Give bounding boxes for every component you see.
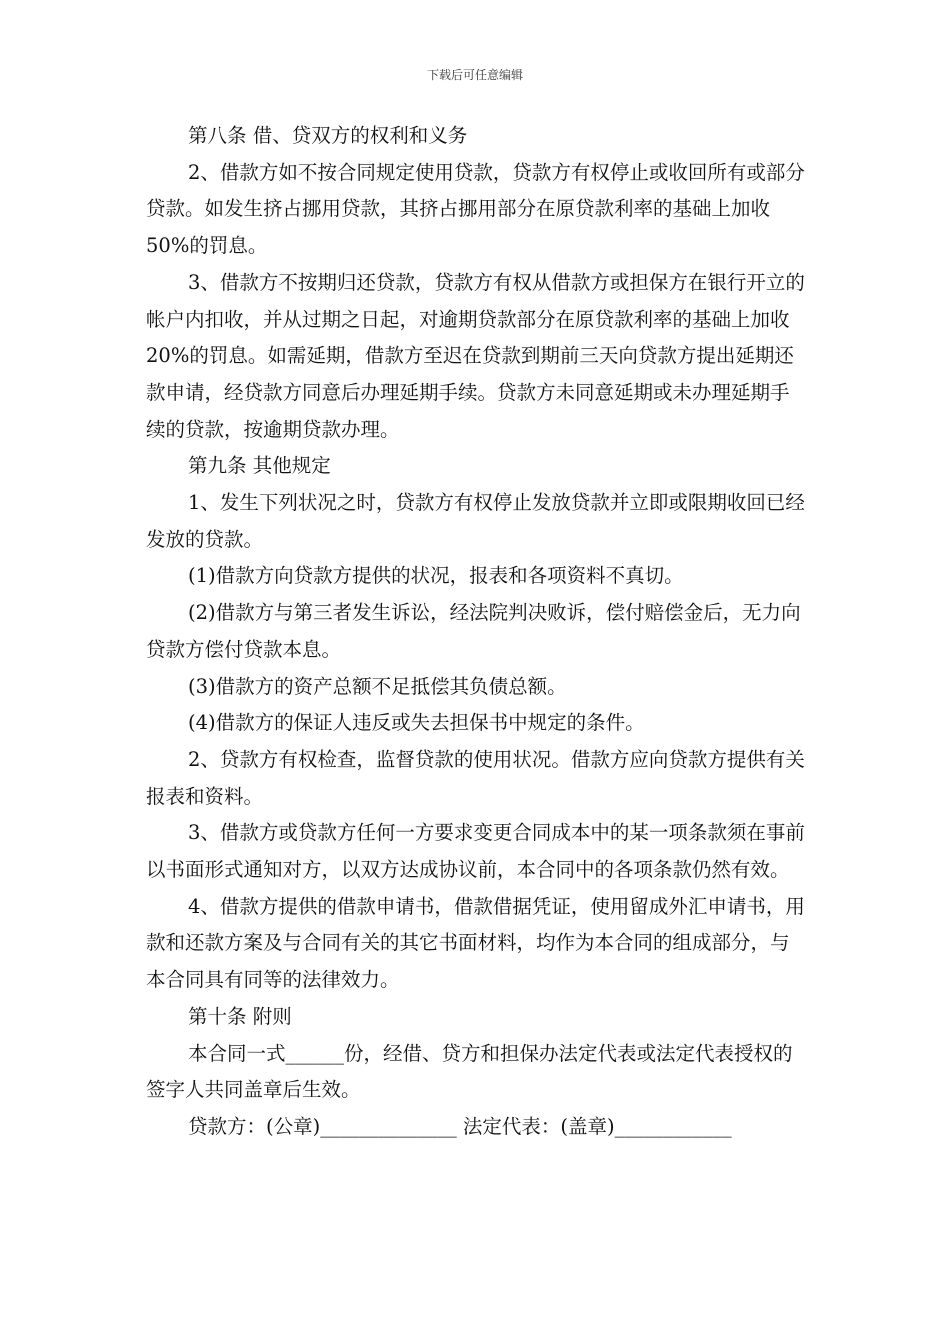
- signature-line: 贷款方：(公章)______________ 法定代表：(盖章)____________: [188, 1114, 732, 1138]
- paragraph: 2、借款方如不按合同规定使用贷款，贷款方有权停止或收回所有或部分贷款。如发生挤占挪用贷款，其挤占挪用部分在原贷款利率的基础上加收 50%的罚息。: [146, 160, 805, 258]
- list-item: (3)借款方的资产总额不足抵偿其负债总额。: [188, 674, 567, 698]
- paragraph: 3、借款方不按期归还贷款，贷款方有权从借款方或担保方在银行开立的帐户内扣收，并从过期之日起，对逾期贷款部分在原贷款利率的基础上加收 20%的罚息。如需延期，借款方至迟在贷款到期前三天向贷款方提出延期还款申请，经贷款方同意后办理延期手续。贷款方未同意延期或未办理延期手续的贷款，按逾期贷款办理。: [146, 270, 805, 441]
- list-item: (2)借款方与第三者发生诉讼，经法院判决败诉，偿付赔偿金后，无力向贷款方偿付贷款本息。: [146, 601, 801, 661]
- list-item: (4)借款方的保证人违反或失去担保书中规定的条件。: [188, 711, 645, 735]
- list-item: (1)借款方向贷款方提供的状况，报表和各项资料不真切。: [188, 564, 684, 588]
- paragraph: 3、借款方或贷款方任何一方要求变更合同成本中的某一项条款须在事前以书面形式通知对方，以双方达成协议前，本合同中的各项条款仍然有效。: [146, 821, 805, 882]
- article-9-heading: 第九条 其他规定: [188, 454, 331, 478]
- page-header: 下载后可任意编辑: [426, 68, 523, 82]
- paragraph: 4、借款方提供的借款申请书，借款借据凭证，使用留成外汇申请书，用款和还款方案及与合同有关的其它书面材料，均作为本合同的组成部分，与本合同具有同等的法律效力。: [146, 894, 805, 992]
- paragraph: 2、贷款方有权检查，监督贷款的使用状况。借款方应向贷款方提供有关报表和资料。: [146, 747, 805, 808]
- document-body: [146, 118, 808, 1146]
- article-10-heading: 第十条 附则: [188, 1004, 292, 1028]
- paragraph: 1、发生下列状况之时，贷款方有权停止发放贷款并立即或限期收回已经发放的贷款。: [146, 491, 805, 551]
- article-8-heading: 第八条 借、贷双方的权利和义务: [188, 124, 468, 147]
- paragraph: 本合同一式______份，经借、贷方和担保办法定代表或法定代表授权的签字人共同盖章后生效。: [146, 1041, 793, 1102]
